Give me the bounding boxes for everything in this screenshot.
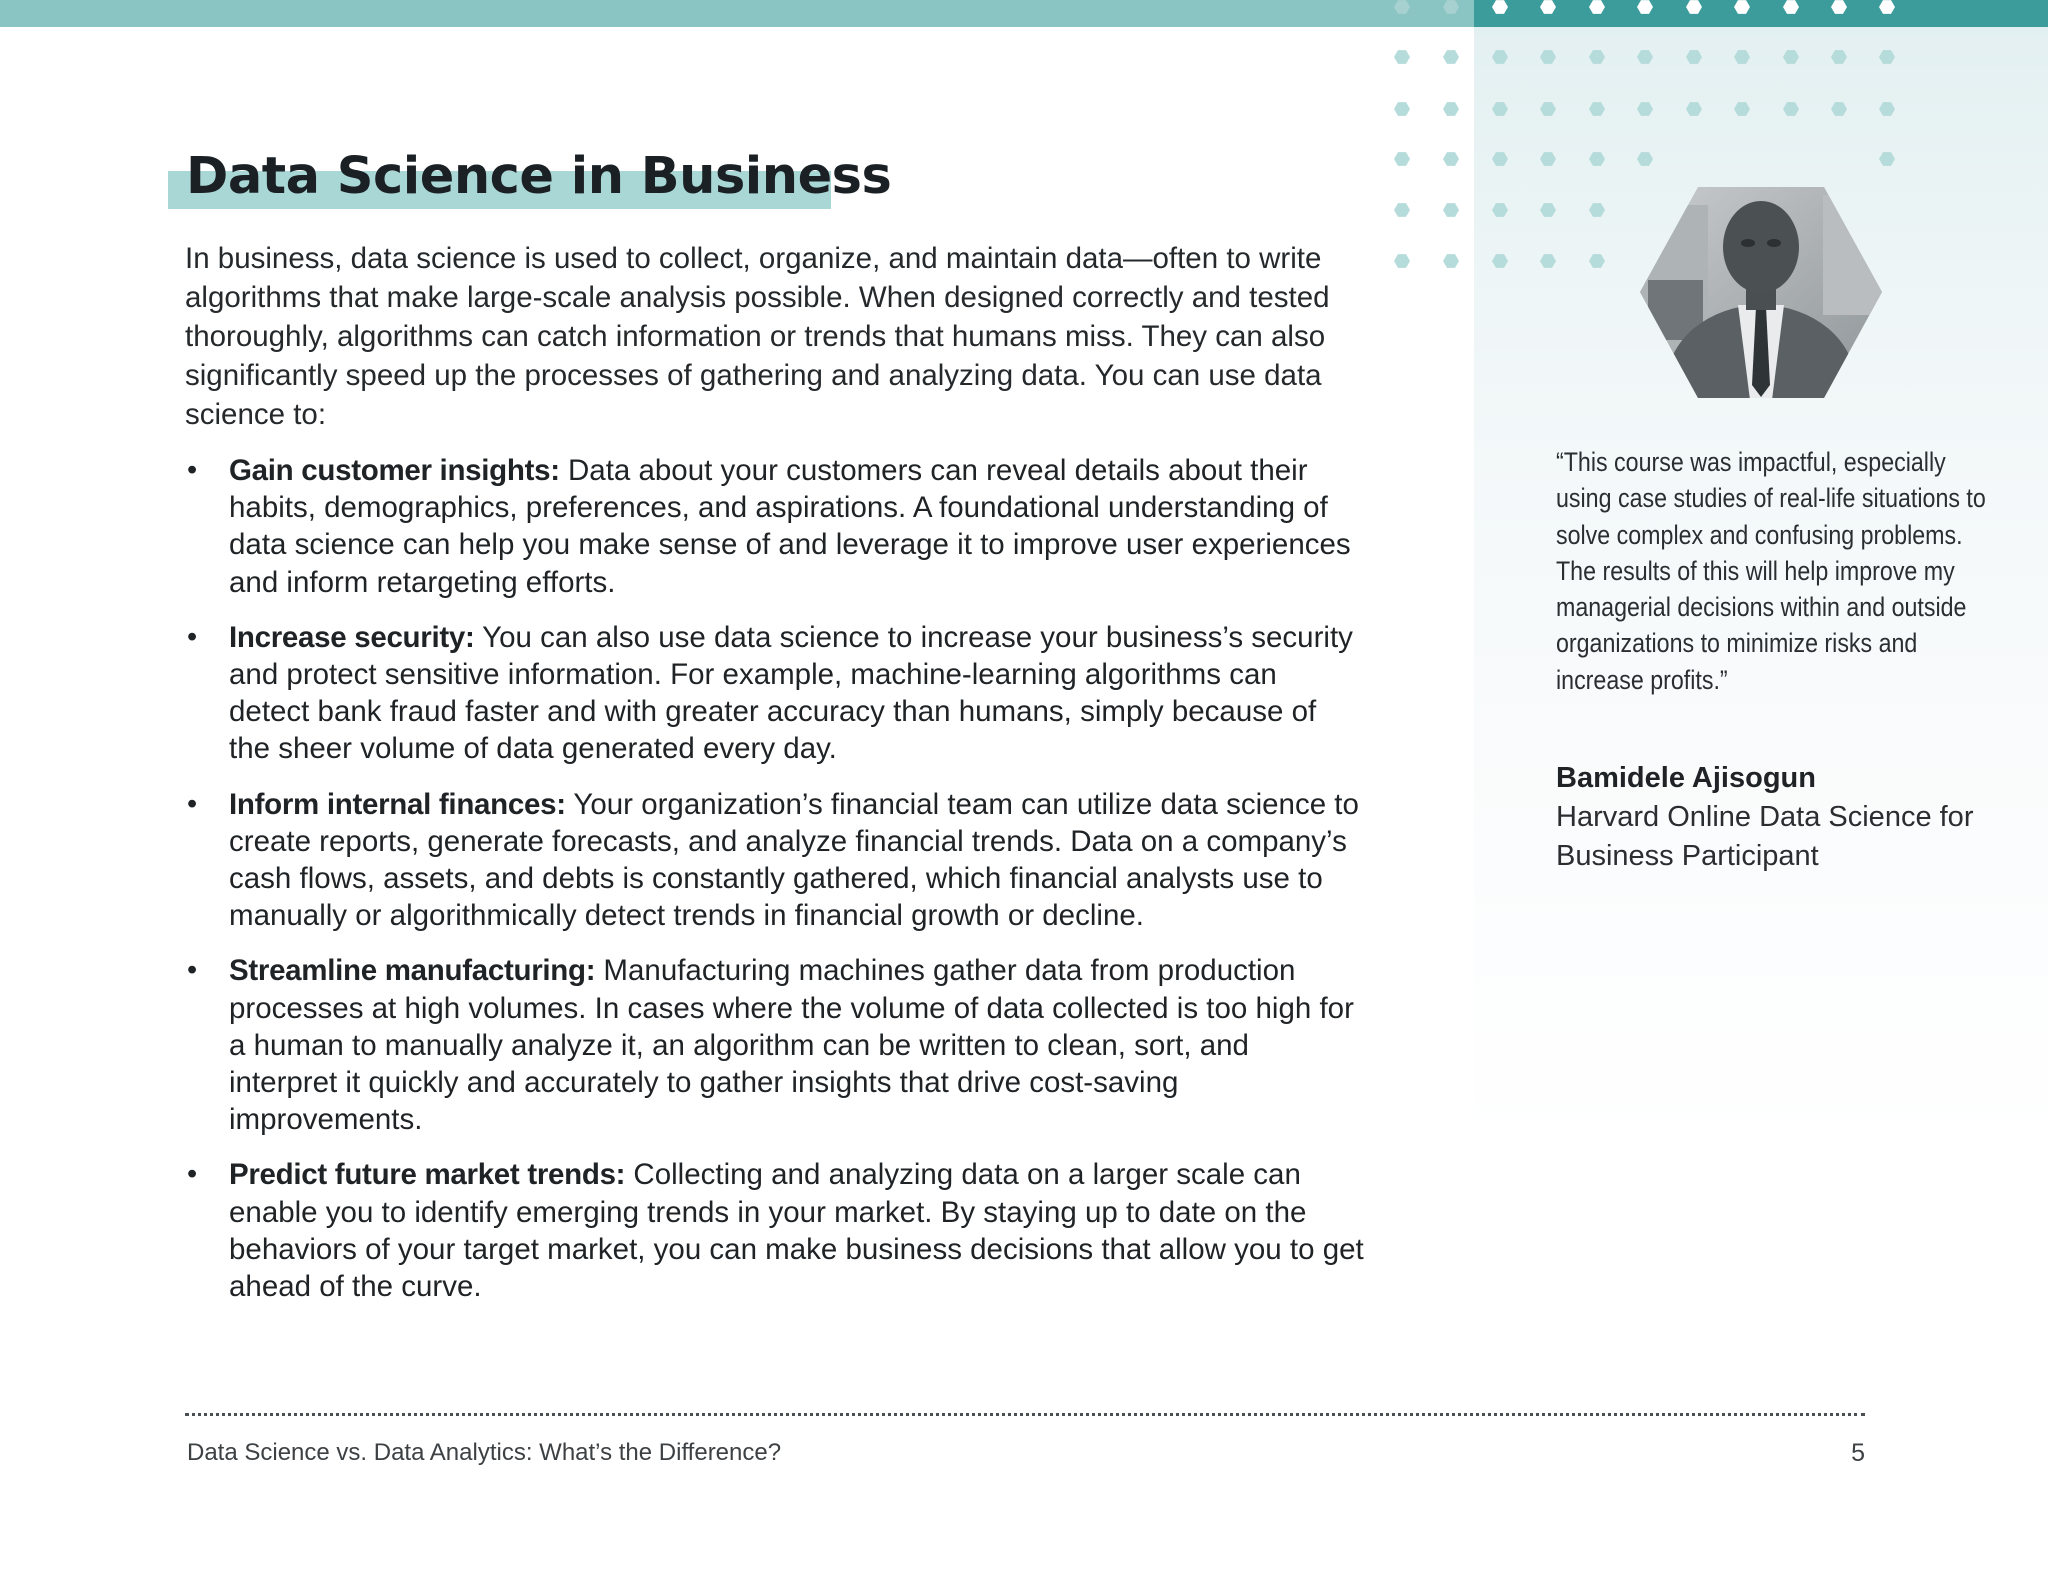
list-item-text: You can also use data science to increase your business’s security and protect sensitive information. For example, machine-learning algorithms can detect bank fraud faster and with greater accuracy than humans, simply because of the sheer volume of data generated every day. xyxy=(229,620,1353,766)
decorative-dot xyxy=(1394,152,1410,166)
decorative-dot xyxy=(1686,0,1702,14)
list-item-heading: Gain customer insights: xyxy=(229,454,560,487)
decorative-dot xyxy=(1879,50,1895,64)
decorative-dot xyxy=(1637,0,1653,14)
decorative-dot xyxy=(1394,0,1410,14)
decorative-dot xyxy=(1589,102,1605,116)
decorative-dot xyxy=(1443,203,1459,217)
quote-text: “This course was impactful, especially using case studies of real-life situations to solve complex and confusing problems. The results of this will help improve my managerial decisions within and outside organizations to minimize risks and increase profits.” xyxy=(1556,447,1986,695)
decorative-dot xyxy=(1637,102,1653,116)
bullet-icon: • xyxy=(187,620,198,653)
decorative-dot xyxy=(1492,152,1508,166)
list-item xyxy=(185,1156,1365,1305)
decorative-dot xyxy=(1540,0,1556,14)
decorative-dot xyxy=(1589,152,1605,166)
list-item-text: Collecting and analyzing data on a larger scale can enable you to identify emerging trends in your market. By staying up to date on the behaviors of your target market, you can make business decisions that allow you to get ahead of the curve. xyxy=(229,1158,1364,1304)
decorative-dot xyxy=(1540,152,1556,166)
decorative-dot xyxy=(1879,0,1895,14)
author-role: Harvard Online Data Science for Business Participant xyxy=(1556,801,1974,872)
decorative-dot xyxy=(1492,50,1508,64)
decorative-dot xyxy=(1492,0,1508,14)
bullet-icon: • xyxy=(187,787,198,820)
decorative-dot xyxy=(1443,254,1459,268)
decorative-dot xyxy=(1443,102,1459,116)
list-item-heading: Streamline manufacturing: xyxy=(229,954,596,988)
bullet-icon: • xyxy=(187,1158,198,1191)
decorative-dot xyxy=(1783,50,1799,64)
decorative-dot xyxy=(1540,102,1556,116)
intro-paragraph xyxy=(185,239,1345,434)
list-item-heading: Increase security: xyxy=(229,620,475,654)
page-number: 5 xyxy=(1851,1439,1865,1467)
decorative-dot xyxy=(1879,102,1895,116)
decorative-dot xyxy=(1879,152,1895,166)
decorative-dot xyxy=(1783,102,1799,116)
decorative-dot xyxy=(1540,50,1556,64)
decorative-dot xyxy=(1394,50,1410,64)
decorative-dot xyxy=(1492,203,1508,217)
person-photo-icon xyxy=(1638,185,1884,400)
footer-divider xyxy=(185,1413,1865,1416)
decorative-dot xyxy=(1394,254,1410,268)
decorative-dot xyxy=(1831,0,1847,14)
use-case-list xyxy=(185,452,1365,1323)
list-item xyxy=(185,619,1365,768)
list-item xyxy=(185,952,1365,1138)
decorative-dot xyxy=(1831,102,1847,116)
page-title: Data Science in Business xyxy=(186,147,892,206)
decorative-dot xyxy=(1589,203,1605,217)
decorative-dot xyxy=(1734,50,1750,64)
list-item-text: Data about your customers can reveal details about their habits, demographics, preferences, and aspirations. A foundational understanding of data science can help you make sense of and leverage it to improve user experiences and inform retargeting efforts. xyxy=(229,454,1351,599)
list-item-heading: Predict future market trends: xyxy=(229,1158,626,1192)
decorative-dot xyxy=(1540,203,1556,217)
bullet-icon: • xyxy=(187,954,198,987)
footer-document-title: Data Science vs. Data Analytics: What’s the Difference? xyxy=(187,1439,782,1466)
decorative-dot xyxy=(1492,102,1508,116)
author-name: Bamidele Ajisogun xyxy=(1556,762,1816,794)
decorative-dot xyxy=(1637,50,1653,64)
decorative-dot xyxy=(1492,254,1508,268)
bullet-icon: • xyxy=(187,454,198,486)
decorative-dot xyxy=(1589,0,1605,14)
list-item-text: Your organization’s financial team can utilize data science to create reports, generate forecasts, and analyze financial trends. Data on a company’s cash flows, assets, and debts is constantly gathered, which financial analysts use to manually or algorithmically detect trends in financial growth or decline. xyxy=(229,787,1359,933)
decorative-dot xyxy=(1394,203,1410,217)
decorative-dot xyxy=(1540,254,1556,268)
testimonial-author xyxy=(1556,759,2006,876)
testimonial-quote xyxy=(1556,444,1986,698)
page-title-block xyxy=(168,145,891,209)
decorative-dot xyxy=(1394,102,1410,116)
decorative-dot xyxy=(1831,50,1847,64)
decorative-dot xyxy=(1589,254,1605,268)
decorative-dot xyxy=(1783,0,1799,14)
list-item xyxy=(185,452,1365,601)
decorative-dot xyxy=(1637,152,1653,166)
decorative-dot xyxy=(1686,102,1702,116)
decorative-dot xyxy=(1443,0,1459,14)
decorative-dot xyxy=(1589,50,1605,64)
decorative-dot xyxy=(1443,152,1459,166)
list-item-heading: Inform internal finances: xyxy=(229,787,566,821)
decorative-dot xyxy=(1686,50,1702,64)
intro-text: In business, data science is used to collect, organize, and maintain data—often to write algorithms that make large-scale analysis possible. When designed correctly and tested thoroughly, algorithms can catch information or trends that humans miss. They can also significantly speed up the processes of gathering and analyzing data. You can use data science to: xyxy=(185,242,1330,431)
decorative-dot xyxy=(1734,102,1750,116)
list-item-text: Manufacturing machines gather data from production processes at high volumes. In cases where the volume of data collected is too high for a human to manually analyze it, an algorithm can be written to clean, sort, and interpret it quickly and accurately to gather insights that drive cost-saving improvements. xyxy=(229,954,1354,1137)
list-item xyxy=(185,786,1365,935)
decorative-dot xyxy=(1443,50,1459,64)
decorative-dot xyxy=(1734,0,1750,14)
